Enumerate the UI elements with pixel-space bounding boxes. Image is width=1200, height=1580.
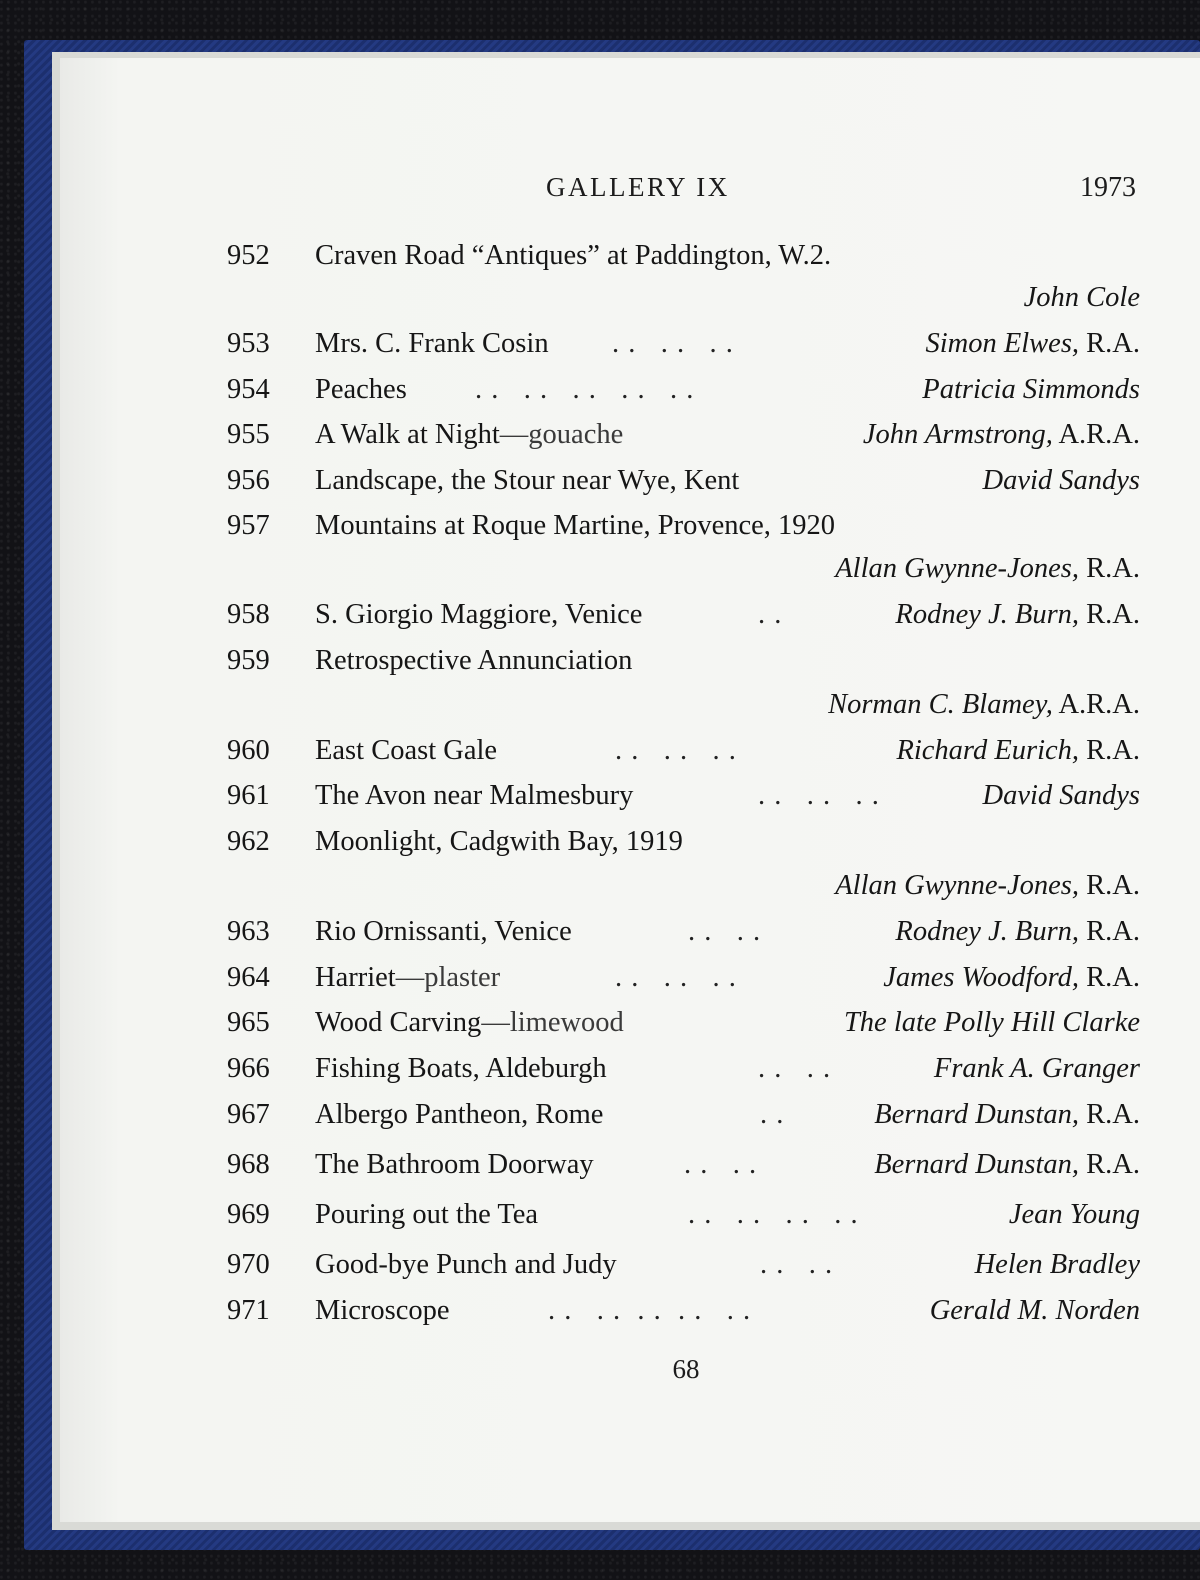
entry-title: Harriet—plaster — [315, 962, 501, 993]
entry-number: 964 — [227, 962, 270, 993]
entry-number: 968 — [227, 1149, 270, 1180]
entry-artist: David Sandys — [982, 465, 1140, 496]
entry-number: 971 — [227, 1295, 270, 1326]
entry-artist: Allan Gwynne-Jones, R.A. — [835, 870, 1140, 901]
entry-number: 952 — [227, 240, 270, 271]
entry-number: 958 — [227, 599, 270, 630]
entry-962 — [0, 826, 1200, 866]
entry-957 — [0, 510, 1200, 550]
entry-956 — [0, 465, 1200, 505]
entry-artist: Helen Bradley — [974, 1249, 1140, 1280]
entry-number: 959 — [227, 645, 270, 676]
entry-number: 969 — [227, 1199, 270, 1230]
entry-title: East Coast Gale — [315, 735, 498, 766]
entry-961 — [0, 780, 1200, 820]
entry-number: 963 — [227, 916, 270, 947]
entry-title: A Walk at Night—gouache — [315, 419, 624, 450]
entry-title: Wood Carving—limewood — [315, 1007, 624, 1038]
entry-title: Rio Ornissanti, Venice — [315, 916, 572, 947]
entry-970 — [0, 1249, 1200, 1289]
dot-leader: . . . . . . . . . . — [548, 1295, 752, 1326]
entry-artist: The late Polly Hill Clarke — [843, 1007, 1140, 1038]
dot-leader: . . . . . . — [615, 962, 737, 993]
dot-leader: . . . . — [760, 1249, 834, 1280]
entry-955 — [0, 419, 1200, 459]
entry-artist: John Armstrong, A.R.A. — [862, 419, 1140, 450]
entry-965 — [0, 1007, 1200, 1047]
entry-title: Craven Road “Antiques” at Paddington, W.2. — [315, 240, 832, 271]
entry-963 — [0, 916, 1200, 956]
entry-medium: —gouache — [499, 419, 624, 450]
entry-artist: Jean Young — [1008, 1199, 1140, 1230]
entry-number: 970 — [227, 1249, 270, 1280]
entry-number: 965 — [227, 1007, 270, 1038]
entry-artist: Allan Gwynne-Jones, R.A. — [835, 553, 1140, 584]
dot-leader: . . . . . . — [615, 735, 737, 766]
dot-leader: . . . . — [684, 1149, 758, 1180]
dot-leader: . . . . — [688, 916, 762, 947]
entry-artist: Rodney J. Burn, R.A. — [895, 916, 1140, 947]
entry-number: 956 — [227, 465, 270, 496]
entry-number: 966 — [227, 1053, 270, 1084]
entry-964 — [0, 962, 1200, 1002]
entry-title: Fishing Boats, Aldeburgh — [315, 1053, 607, 1084]
entry-title: Landscape, the Stour near Wye, Kent — [315, 465, 740, 496]
entry-title: S. Giorgio Maggiore, Venice — [315, 599, 643, 630]
entry-artist: Richard Eurich, R.A. — [896, 735, 1140, 766]
entry-957-artist-line — [0, 553, 1200, 593]
entry-artist: Frank A. Granger — [933, 1053, 1140, 1084]
entry-title: The Bathroom Doorway — [315, 1149, 594, 1180]
entry-number: 955 — [227, 419, 270, 450]
entry-959-artist-line — [0, 689, 1200, 729]
entry-artist: Rodney J. Burn, R.A. — [895, 599, 1140, 630]
entry-966 — [0, 1053, 1200, 1093]
entry-959 — [0, 645, 1200, 685]
entry-title: Albergo Pantheon, Rome — [315, 1099, 604, 1130]
dot-leader: . . — [760, 1099, 785, 1130]
entry-artist: John Cole — [1023, 282, 1140, 313]
entry-number: 954 — [227, 374, 270, 405]
dot-leader: . . — [758, 599, 783, 630]
entry-number: 960 — [227, 735, 270, 766]
dot-leader: . . . . . . — [758, 780, 880, 811]
entry-number: 967 — [227, 1099, 270, 1130]
entry-number: 961 — [227, 780, 270, 811]
entry-968 — [0, 1149, 1200, 1189]
dot-leader: . . . . . . — [612, 328, 734, 359]
entry-artist: James Woodford, R.A. — [883, 962, 1140, 993]
page-number: 68 — [672, 1354, 700, 1384]
entry-medium: —limewood — [481, 1007, 624, 1038]
entry-artist: Bernard Dunstan, R.A. — [874, 1099, 1140, 1130]
entry-number: 957 — [227, 510, 270, 541]
entry-artist: Bernard Dunstan, R.A. — [874, 1149, 1140, 1180]
dot-leader: . . . . . . . . . . — [475, 374, 695, 405]
entry-title: The Avon near Malmesbury — [315, 780, 634, 811]
gallery-title: GALLERY IX — [546, 172, 730, 202]
entry-artist: Simon Elwes, R.A. — [925, 328, 1140, 359]
dot-leader: . . . . . . . . — [688, 1199, 859, 1230]
entry-title: Mountains at Roque Martine, Provence, 1920 — [315, 510, 836, 541]
entry-title: Pouring out the Tea — [315, 1199, 539, 1230]
entry-artist: Norman C. Blamey, A.R.A. — [828, 689, 1140, 720]
entry-artist: Patricia Simmonds — [922, 374, 1140, 405]
entry-title: Retrospective Annunciation — [315, 645, 633, 676]
entry-title: Peaches — [315, 374, 407, 405]
entry-title: Moonlight, Cadgwith Bay, 1919 — [315, 826, 683, 857]
entry-number: 962 — [227, 826, 270, 857]
entry-medium: —plaster — [395, 962, 501, 993]
entry-960 — [0, 735, 1200, 775]
entry-952 — [0, 240, 1200, 280]
dot-leader: . . . . — [758, 1053, 832, 1084]
entry-962-artist-line — [0, 870, 1200, 910]
entry-title: Good-bye Punch and Judy — [315, 1249, 617, 1280]
entry-artist: Gerald M. Norden — [929, 1295, 1140, 1326]
entry-971 — [0, 1295, 1200, 1335]
entry-954 — [0, 374, 1200, 414]
entry-artist: David Sandys — [982, 780, 1140, 811]
entry-952-artist-line — [0, 282, 1200, 322]
entry-958 — [0, 599, 1200, 639]
entry-969 — [0, 1199, 1200, 1239]
entry-953 — [0, 328, 1200, 368]
entry-number: 953 — [227, 328, 270, 359]
entry-title: Mrs. C. Frank Cosin — [315, 328, 549, 359]
entry-967 — [0, 1099, 1200, 1139]
year: 1973 — [1080, 172, 1136, 203]
entry-title: Microscope — [315, 1295, 450, 1326]
